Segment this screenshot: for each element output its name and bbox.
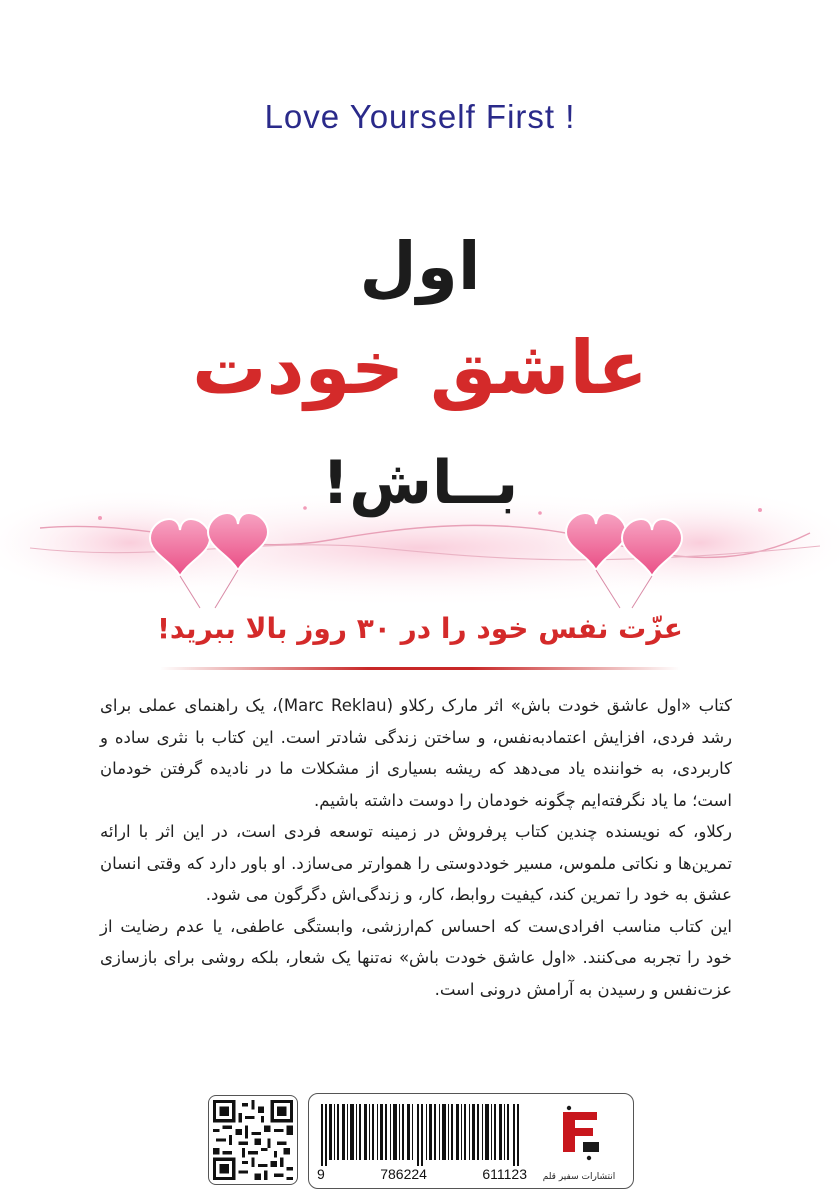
barcode-box: [308, 1093, 634, 1189]
isbn-group-2: 611123: [482, 1166, 527, 1182]
description-paragraph: کتاب «اول عاشق خودت باش» اثر مارک رکلاو (Marc Reklau)، یک راهنمای عملی برای رشد فردی، افزایش اعتمادبه‌نفس، و ساختن زندگی شادتر است. این کتاب با نثری ساده و کاربردی، به خواننده یاد می‌دهد که ریشه بسیاری از مشکلات ما در نادیده گرفتن خودمان است؛ ما یاد نگرفته‌ایم چگونه خودمان را دوست داشته باشیم.: [100, 696, 732, 810]
description: [100, 690, 732, 1005]
barcode-icon: [319, 1104, 525, 1166]
description-paragraph: رکلاو، که نویسنده چندین کتاب پرفروش در زمینه توسعه فردی است، در این اثر با ارائه تمرین‌ها و نکاتی ملموس، مسیر خوددوستی را هموارتر می‌سازد. او باور دارد که وقتی انسان عشق به خود را تمرین کند، کیفیت روابط، کار، و زندگی‌اش دگرگون می شود.: [100, 822, 732, 904]
subtitle-divider: [160, 667, 680, 670]
publisher-logo-icon: [533, 1102, 625, 1168]
isbn-prefix: 9: [317, 1166, 325, 1182]
subtitle: عزّت نفس خود را در ۳۰ روز بالا ببرید!: [157, 612, 683, 645]
title-line-2: عاشق خودت: [192, 325, 648, 411]
qr-code-icon: [208, 1095, 298, 1185]
title-line-1: اول: [359, 228, 481, 305]
publisher-caption: انتشارات سفیر قلم: [542, 1172, 616, 1182]
english-title: Love Yourself First !: [264, 98, 576, 135]
publisher-logo: [533, 1102, 625, 1182]
title-line-3: بــاش!: [321, 448, 519, 518]
isbn-group-1: 786224: [380, 1166, 427, 1182]
isbn-digits: [317, 1166, 527, 1182]
description-paragraph: این کتاب مناسب افرادی‌ست که احساس کم‌ارزشی، وابستگی عاطفی، یا عدم رضایت از خود را تجربه می‌کنند. «اول عاشق خودت باش» نه‌تنها یک شعار، بلکه روشی برای بازسازی عزت‌نفس و رسیدن به آرامش درونی است.: [100, 916, 732, 999]
